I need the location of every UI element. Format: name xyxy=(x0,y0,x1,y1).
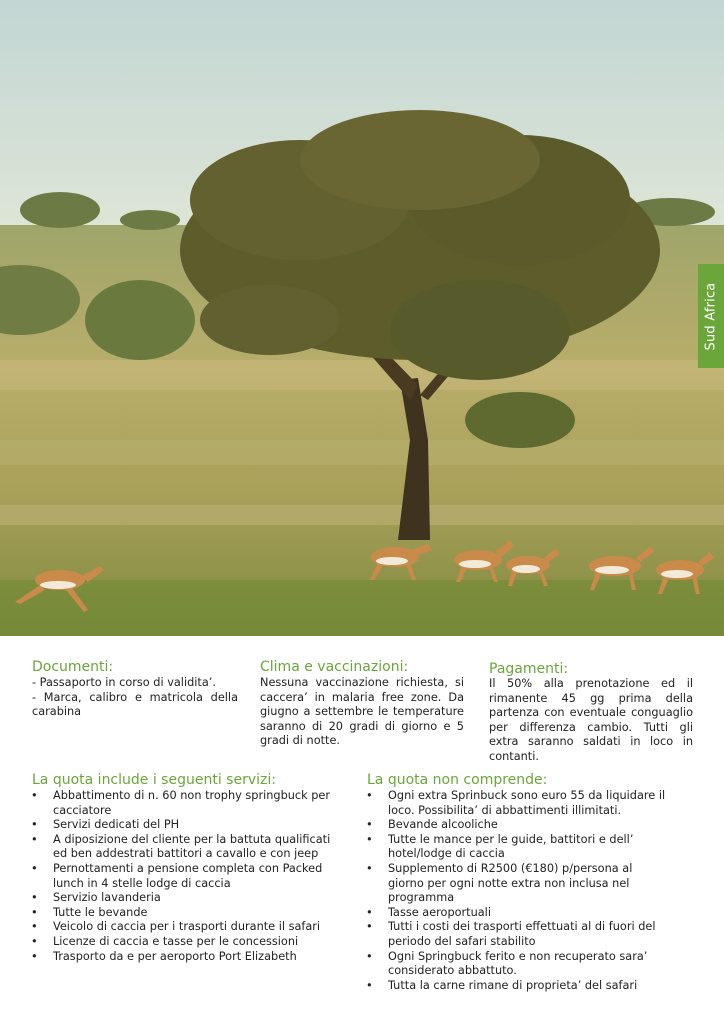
bullet: • xyxy=(31,861,38,875)
bullet: • xyxy=(366,978,373,992)
documenti-title: Documenti: xyxy=(32,659,114,675)
bullet: • xyxy=(31,934,38,948)
non-comprende-list xyxy=(366,789,666,993)
bullet: • xyxy=(366,789,373,802)
documenti-line: - Passaporto in corso di validita’. xyxy=(32,676,216,689)
list-item: • Trasporto da e per aeroporto Port Elizabeth xyxy=(31,949,297,963)
clima-text: Nessuna vaccinazione richiesta, si caccera’ in malaria free zone. Da giugno a settembre le temperature saranno di 20 gradi di giorno e 5 gradi di notte. xyxy=(260,676,464,748)
bullet: • xyxy=(31,818,38,832)
list-item: • Veicolo di caccia per i trasporti durante il safari xyxy=(31,920,321,934)
list-item: • Licenze di caccia e tasse per le concessioni xyxy=(31,934,299,948)
list-item: • Tutti i costi dei trasporti effettuati al di fuori del periodo del safari stabilito xyxy=(366,920,656,948)
list-item: • Abbattimento di n. 60 non trophy springbuck per cacciatore xyxy=(31,789,331,817)
include-title: La quota include i seguenti servizi: xyxy=(32,772,276,788)
clima-title: Clima e vaccinazioni: xyxy=(260,659,409,675)
bullet: • xyxy=(366,905,373,919)
documenti-list xyxy=(32,676,238,720)
non-comprende-title: La quota non comprende: xyxy=(367,772,548,788)
bullet: • xyxy=(31,832,38,846)
pagamenti-title: Pagamenti: xyxy=(489,661,569,677)
bullet: • xyxy=(366,818,373,832)
list-item: • Tutta la carne rimane di proprieta’ del safari xyxy=(366,978,638,992)
bullet: • xyxy=(31,949,38,963)
list-item: • Pernottamenti a pensione completa con Packed lunch in 4 stelle lodge di caccia xyxy=(31,861,323,890)
list-item: • Ogni extra Sprinbuck sono euro 55 da liquidare il loco. Possibilita’ di abbattimenti illimitati. xyxy=(366,789,666,817)
list-item: • Bevande alcooliche xyxy=(366,818,498,832)
list-item: • Tutte le mance per le guide, battitori e dell’ hotel/lodge di caccia xyxy=(366,832,634,861)
list-item: • Tutte le bevande xyxy=(31,905,148,919)
documenti-line: - Marca, calibro e matricola della carabina xyxy=(32,690,238,719)
list-item: • Ogni Springbuck ferito e non recuperato sara’ considerato abbattuto. xyxy=(366,949,648,978)
bullet: • xyxy=(366,832,373,846)
bullet: • xyxy=(31,789,38,802)
include-list xyxy=(31,789,331,964)
country-side-tab xyxy=(698,264,724,368)
bullet: • xyxy=(31,891,38,905)
list-item: • Supplemento di R2500 (€180) p/persona al giorno per ogni notte extra non inclusa nel programma xyxy=(366,861,633,905)
bullet: • xyxy=(31,905,38,919)
list-item: • Tasse aeroportuali xyxy=(366,905,491,919)
bullet: • xyxy=(366,920,373,934)
list-item: • Servizi dedicati del PH xyxy=(31,818,180,832)
list-item: • A diposizione del cliente per la battuta qualificati ed ben addestrati battitori a cavallo e con jeep xyxy=(31,832,331,861)
side-tab-label: Sud Africa xyxy=(703,282,719,350)
pagamenti-text: Il 50% alla prenotazione ed il rimanente 45 gg prima della partenza con eventuale conguaglio per differenza cambio. Tutti gli extra saranno saldati in loco in contanti. xyxy=(489,677,693,763)
bullet: • xyxy=(366,861,373,875)
list-item: • Servizio lavanderia xyxy=(31,891,161,905)
bullet: • xyxy=(366,949,373,963)
bullet: • xyxy=(31,920,38,934)
